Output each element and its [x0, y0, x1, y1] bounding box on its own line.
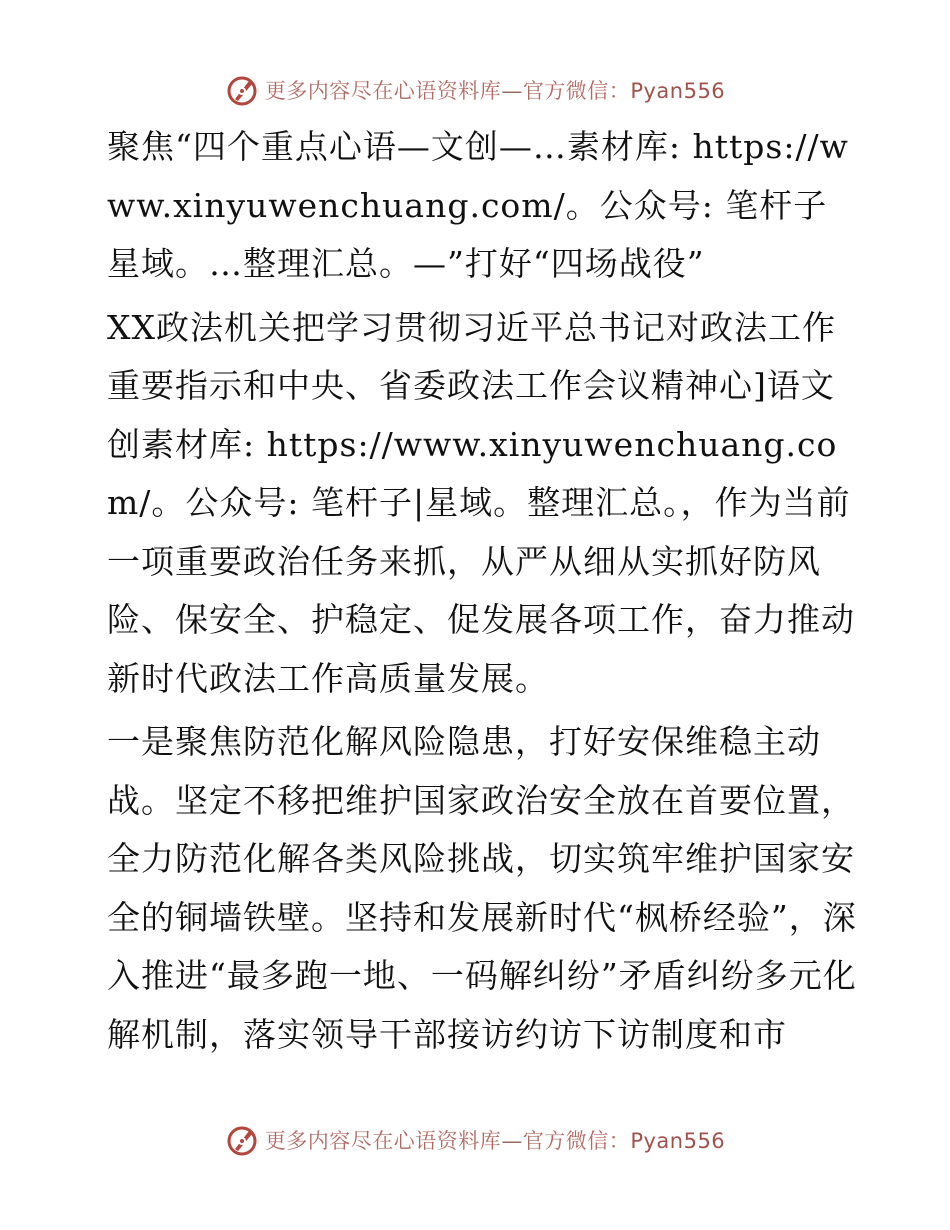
quill-pen-seal-icon	[225, 1123, 259, 1157]
banner-separator: —	[501, 1129, 523, 1153]
footer-banner	[0, 1118, 950, 1162]
header-banner	[0, 68, 950, 112]
banner-text	[265, 75, 725, 105]
banner-main-text: 更多内容尽在心语资料库	[264, 1129, 502, 1153]
document-body	[97, 118, 857, 1069]
banner-text	[265, 1125, 725, 1155]
banner-main-text: 更多内容尽在心语资料库	[264, 79, 502, 103]
paragraph-1: 聚焦“四个重点心语—文创—…素材库: https://www.xinyuwenchuang.com/。公众号: 笔杆子星域。…整理汇总。—”打好“四场战役”	[107, 127, 849, 283]
banner-wechat-label: 官方微信：	[522, 79, 631, 103]
paragraph-2: XX政法机关把学习贯彻习近平总书记对政法工作重要指示和中央、省委政法工作会议精神心]语文创素材库: https://www.xinyuwenchuang.com/。公众号: 笔杆子|星域。整理汇总。，作为当前一项重要政治任务来抓，从严从细从实抓好防风险、保安全、护稳定、促发展各项工作，奋力推动新时代政法工作高质量发展。	[107, 307, 855, 698]
paragraph-3: 一是聚焦防范化解风险隐患，打好安保维稳主动战。坚定不移把维护国家政治安全放在首要位置，全力防范化解各类风险挑战，切实筑牢维护国家安全的铜墙铁壁。坚持和发展新时代“枫桥经验”，深入推进“最多跑一地、一码解纠纷”矛盾纠纷多元化解机制，落实领导干部接访约访下访制度和市	[107, 722, 857, 1054]
banner-wechat-label: 官方微信：	[522, 1129, 631, 1153]
quill-pen-seal-icon	[225, 73, 259, 107]
banner-separator: —	[501, 79, 523, 103]
banner-wechat-id: Pyan556	[630, 1129, 726, 1153]
banner-wechat-id: Pyan556	[630, 79, 726, 103]
